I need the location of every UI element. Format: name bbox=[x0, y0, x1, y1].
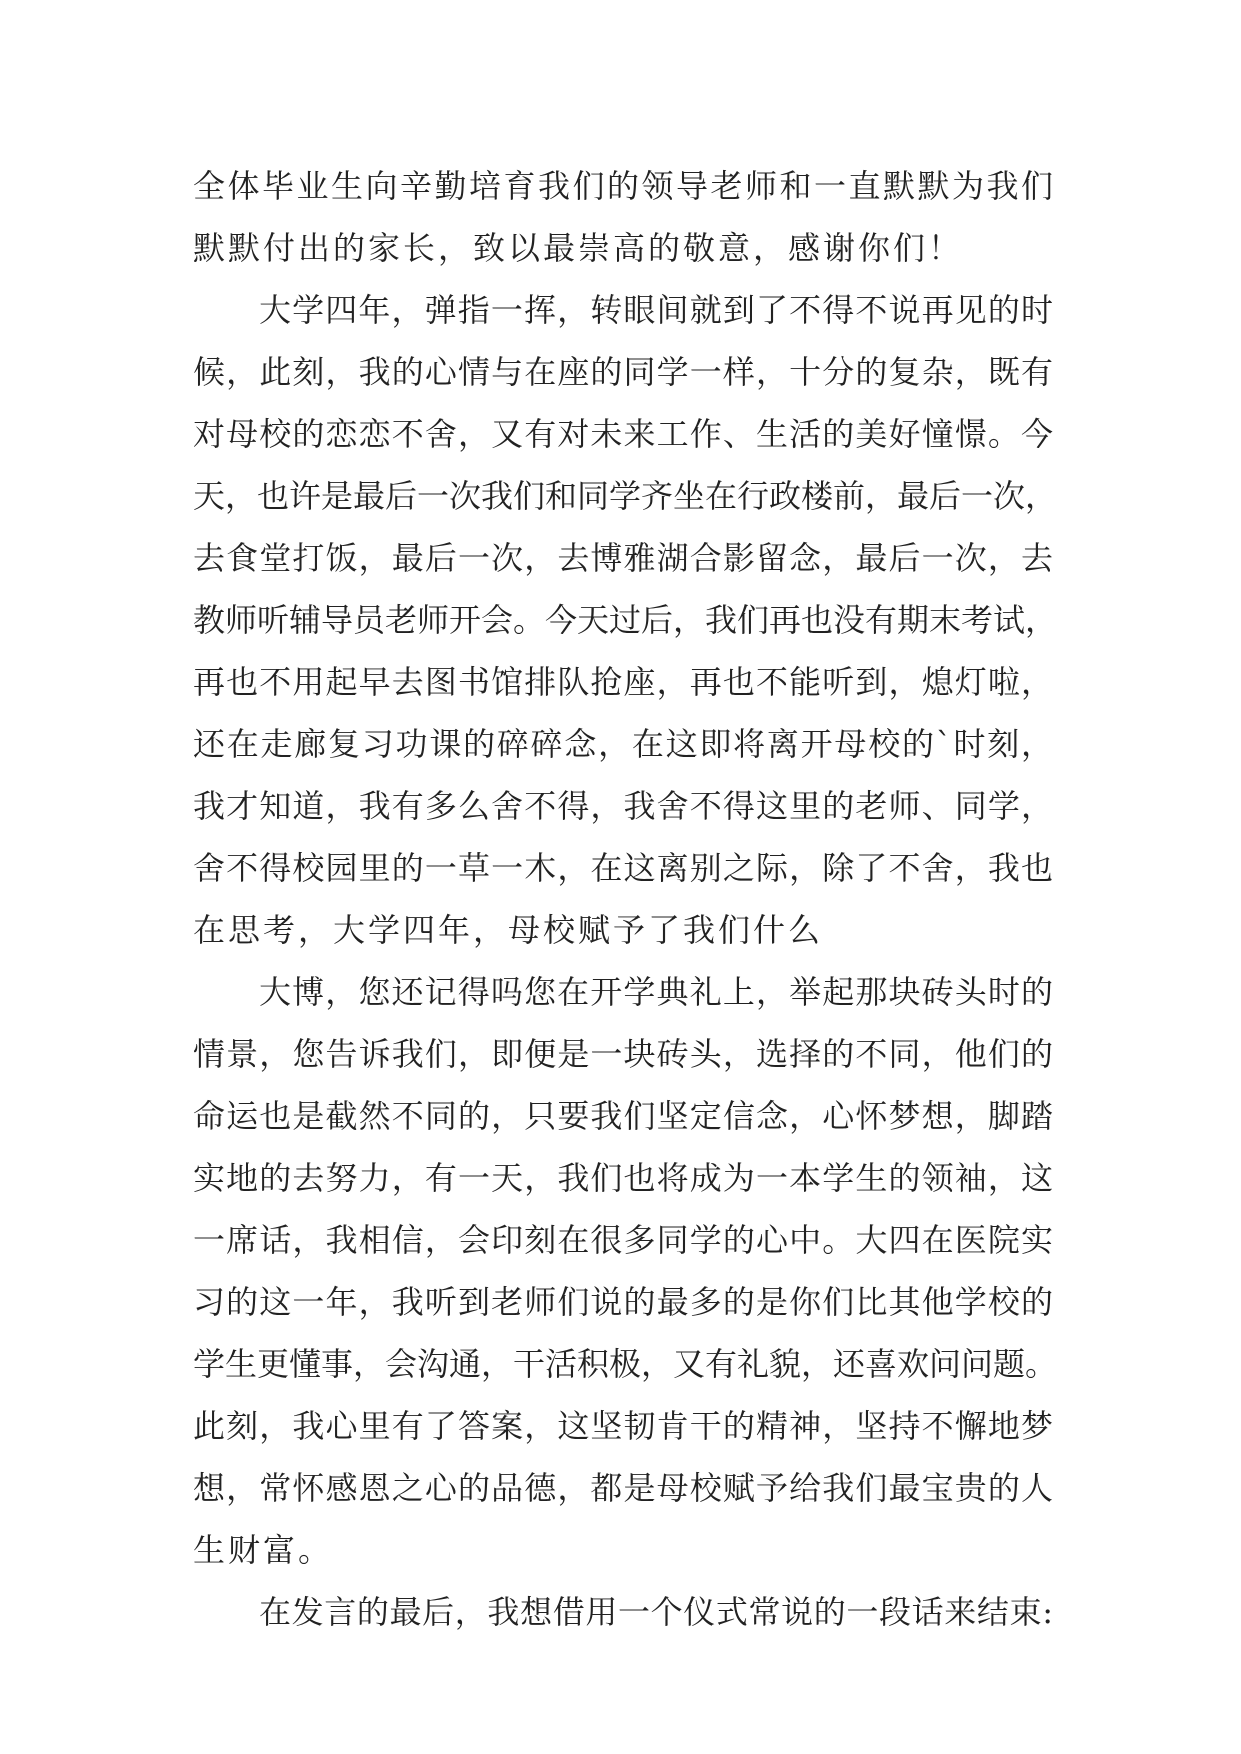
text-line: 教师听辅导员老师开会。今天过后，我们再也没有期末考试， bbox=[193, 601, 1058, 639]
text-line: 情景，您告诉我们，即便是一块砖头，选择的不同，他们的 bbox=[193, 1035, 1053, 1073]
body-text bbox=[193, 155, 1058, 1643]
text-line: 对母校的恋恋不舍，又有对未来工作、生活的美好憧憬。今 bbox=[193, 415, 1053, 453]
text-line: 去食堂打饭，最后一次，去博雅湖合影留念，最后一次，去 bbox=[193, 539, 1053, 577]
text-line: 舍不得校园里的一草一木，在这离别之际，除了不舍，我也 bbox=[193, 849, 1053, 887]
text-line: 一席话，我相信，会印刻在很多同学的心中。大四在医院实 bbox=[193, 1221, 1053, 1259]
text-line: 还在走廊复习功课的碎碎念，在这即将离开母校的`时刻， bbox=[193, 725, 1053, 763]
text-line: 习的这一年，我听到老师们说的最多的是你们比其他学校的 bbox=[193, 1283, 1053, 1321]
text-line: 命运也是截然不同的，只要我们坚定信念，心怀梦想，脚踏 bbox=[193, 1097, 1053, 1135]
text-line: 我才知道，我有多么舍不得，我舍不得这里的老师、同学， bbox=[193, 787, 1053, 825]
text-line: 想，常怀感恩之心的品德，都是母校赋予给我们最宝贵的人 bbox=[193, 1469, 1053, 1507]
text-line: 再也不用起早去图书馆排队抢座，再也不能听到，熄灯啦， bbox=[193, 663, 1053, 701]
text-line: 默默付出的家长，致以最崇高的敬意，感谢你们！ bbox=[193, 229, 964, 267]
text-line: 全体毕业生向辛勤培育我们的领导老师和一直默默为我们 bbox=[193, 167, 1053, 205]
text-line: 大学四年，弹指一挥，转眼间就到了不得不说再见的时 bbox=[259, 291, 1053, 329]
text-line: 学生更懂事，会沟通，干活积极，又有礼貌，还喜欢问问题。 bbox=[193, 1345, 1058, 1383]
text-line: 生财富。 bbox=[193, 1531, 334, 1569]
text-line: 在思考，大学四年，母校赋予了我们什么 bbox=[193, 911, 824, 949]
text-line: 天，也许是最后一次我们和同学齐坐在行政楼前，最后一次， bbox=[193, 477, 1058, 515]
text-line: 此刻，我心里有了答案，这坚韧肯干的精神，坚持不懈地梦 bbox=[193, 1407, 1053, 1445]
text-line: 大博，您还记得吗您在开学典礼上，举起那块砖头时的 bbox=[259, 973, 1053, 1011]
text-line: 候，此刻，我的心情与在座的同学一样，十分的复杂，既有 bbox=[193, 353, 1053, 391]
text-line: 实地的去努力，有一天，我们也将成为一本学生的领袖，这 bbox=[193, 1159, 1053, 1197]
text-line: 在发言的最后，我想借用一个仪式常说的一段话来结束: bbox=[259, 1593, 1053, 1631]
